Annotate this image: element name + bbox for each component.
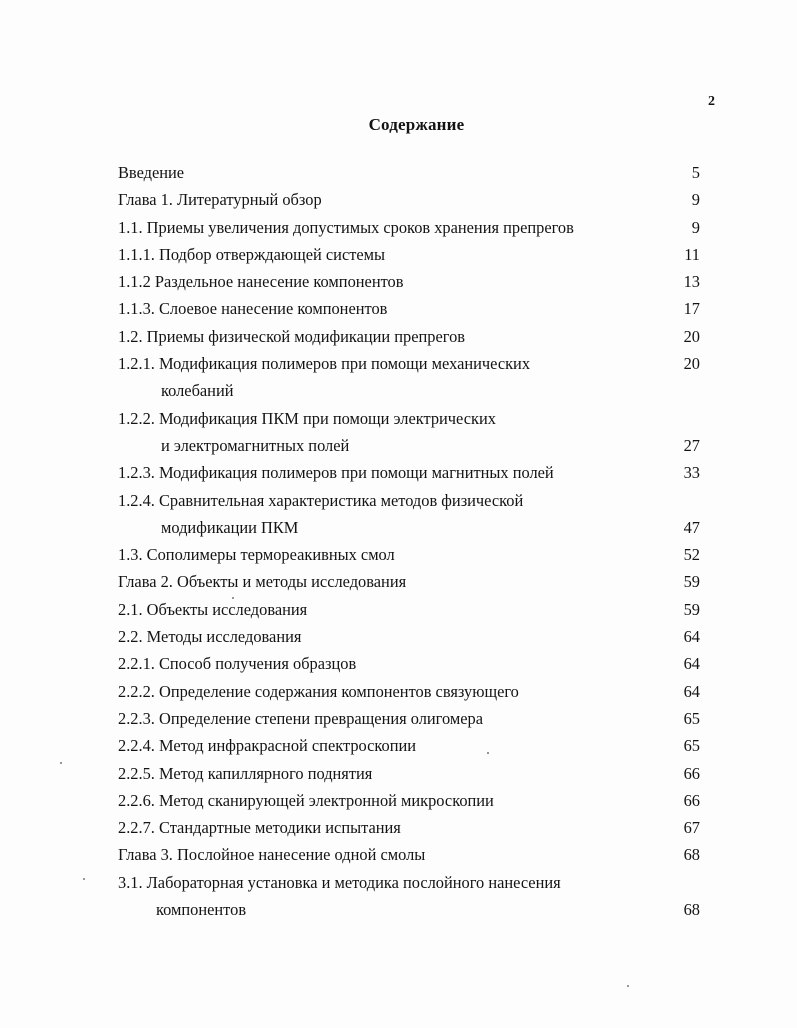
toc-entry-text: и электромагнитных полей xyxy=(161,435,350,455)
toc-entry-text: 2.2.5. Метод капиллярного поднятия xyxy=(118,763,373,783)
toc-entry-2-2 xyxy=(118,623,700,650)
toc-entry-1-2-4 xyxy=(118,487,700,514)
toc-entry-chapter-2 xyxy=(118,568,700,595)
toc-entry-1-2 xyxy=(118,323,700,350)
toc-entry-page: 17 xyxy=(683,299,700,319)
toc-entry-page: 68 xyxy=(683,845,700,865)
toc-entry-text: 1.2.3. Модификация полимеров при помощи магнитных полей xyxy=(118,463,554,483)
toc-entry-text: колебаний xyxy=(161,381,234,401)
toc-entry-2-2-1 xyxy=(118,650,700,677)
toc-entry-text: Глава 3. Послойное нанесение одной смолы xyxy=(118,845,426,865)
toc-entry-page: 66 xyxy=(683,790,700,810)
toc-entry-text: 2.2.6. Метод сканирующей электронной микроскопии xyxy=(118,790,494,810)
page-title: Содержание xyxy=(368,115,465,134)
toc-entry-page: 65 xyxy=(683,708,700,728)
toc-entry-text: 1.2.4. Сравнительная характеристика методов физической xyxy=(118,490,524,510)
toc-entry-2-2-7 xyxy=(118,814,700,841)
toc-entry-text: 2.2. Методы исследования xyxy=(118,627,302,647)
toc-entry-1-2-2-continued xyxy=(118,432,700,459)
toc-entry-text: 1.3. Сополимеры термореакивных смол xyxy=(118,545,395,565)
toc-entry-page: 65 xyxy=(683,736,700,756)
toc-entry-text: 3.1. Лабораторная установка и методика послойного нанесения xyxy=(118,872,561,892)
toc-entry-page: 52 xyxy=(683,545,700,565)
toc-entry-text: 2.2.3. Определение степени превращения олигомера xyxy=(118,708,483,728)
toc-entry-text: 1.1. Приемы увеличения допустимых сроков хранения препрегов xyxy=(118,217,574,237)
scan-speck xyxy=(83,878,85,880)
toc-entry-1-1 xyxy=(118,214,700,241)
toc-entry-text: 2.1. Объекты исследования xyxy=(118,599,308,619)
toc-entry-page: 64 xyxy=(683,627,700,647)
toc-entry-1-2-3 xyxy=(118,459,700,486)
toc-entry-2-1 xyxy=(118,596,700,623)
scan-speck xyxy=(487,752,489,754)
toc-entry-page: 13 xyxy=(683,272,700,292)
toc-entry-page: 33 xyxy=(683,463,700,483)
toc-entry-text: 1.2.2. Модификация ПКМ при помощи электрических xyxy=(118,408,496,428)
toc-entry-text: 1.2. Приемы физической модификации препрегов xyxy=(118,326,466,346)
toc-entry-2-2-5 xyxy=(118,760,700,787)
toc-entry-page: 27 xyxy=(683,435,700,455)
toc-entry-page: 64 xyxy=(683,681,700,701)
toc-entry-page: 66 xyxy=(683,763,700,783)
toc-entry-chapter-1 xyxy=(118,186,700,213)
toc-entry-2-2-3 xyxy=(118,705,700,732)
toc-entry-1-2-2 xyxy=(118,405,700,432)
toc-entry-page: 9 xyxy=(691,190,700,210)
toc-entry-page: 20 xyxy=(683,326,700,346)
toc-entry-1-1-2 xyxy=(118,268,700,295)
page-number: 2 xyxy=(708,94,715,109)
toc-entry-page: 64 xyxy=(683,654,700,674)
toc-entry-text: 1.2.1. Модификация полимеров при помощи механических xyxy=(118,354,531,374)
toc-entry-text: 1.1.3. Слоевое нанесение компонентов xyxy=(118,299,388,319)
toc-entry-text: 1.1.2 Раздельное нанесение компонентов xyxy=(118,272,404,292)
toc-entry-text: 2.2.7. Стандартные методики испытания xyxy=(118,818,401,838)
toc-entry-text: 2.2.2. Определение содержания компонентов связующего xyxy=(118,681,519,701)
toc-entry-3-1 xyxy=(118,869,700,896)
toc-entry-1-2-1-continued xyxy=(118,377,700,404)
toc-entry-text: Глава 1. Литературный обзор xyxy=(118,190,322,210)
table-of-contents xyxy=(118,159,700,923)
toc-entry-1-3 xyxy=(118,541,700,568)
toc-entry-page: 47 xyxy=(683,517,700,537)
scan-speck xyxy=(627,985,629,987)
toc-entry-introduction xyxy=(118,159,700,186)
toc-entry-1-1-3 xyxy=(118,295,700,322)
toc-entry-text: 2.2.4. Метод инфракрасной спектроскопии xyxy=(118,736,417,756)
toc-entry-page: 11 xyxy=(684,244,700,264)
toc-entry-text: модификации ПКМ xyxy=(161,517,299,537)
toc-entry-page: 68 xyxy=(683,900,700,920)
toc-entry-page: 59 xyxy=(683,572,700,592)
scan-speck xyxy=(232,597,234,599)
toc-entry-2-2-2 xyxy=(118,678,700,705)
toc-entry-text: Глава 2. Объекты и методы исследования xyxy=(118,572,407,592)
toc-entry-2-2-6 xyxy=(118,787,700,814)
toc-entry-1-2-1 xyxy=(118,350,700,377)
toc-entry-page: 67 xyxy=(683,818,700,838)
toc-entry-3-1-continued xyxy=(118,896,700,923)
toc-entry-1-2-4-continued xyxy=(118,514,700,541)
toc-entry-page: 59 xyxy=(683,599,700,619)
toc-entry-page: 9 xyxy=(691,217,700,237)
toc-entry-2-2-4 xyxy=(118,732,700,759)
toc-entry-text: компонентов xyxy=(156,900,247,920)
toc-entry-text: Введение xyxy=(118,163,185,182)
scan-speck xyxy=(60,762,62,764)
toc-entry-text: 2.2.1. Способ получения образцов xyxy=(118,654,357,674)
toc-entry-text: 1.1.1. Подбор отверждающей системы xyxy=(118,244,386,264)
toc-entry-1-1-1 xyxy=(118,241,700,268)
toc-entry-page: 20 xyxy=(683,354,700,374)
toc-entry-page: 5 xyxy=(691,163,700,182)
toc-entry-chapter-3 xyxy=(118,841,700,868)
